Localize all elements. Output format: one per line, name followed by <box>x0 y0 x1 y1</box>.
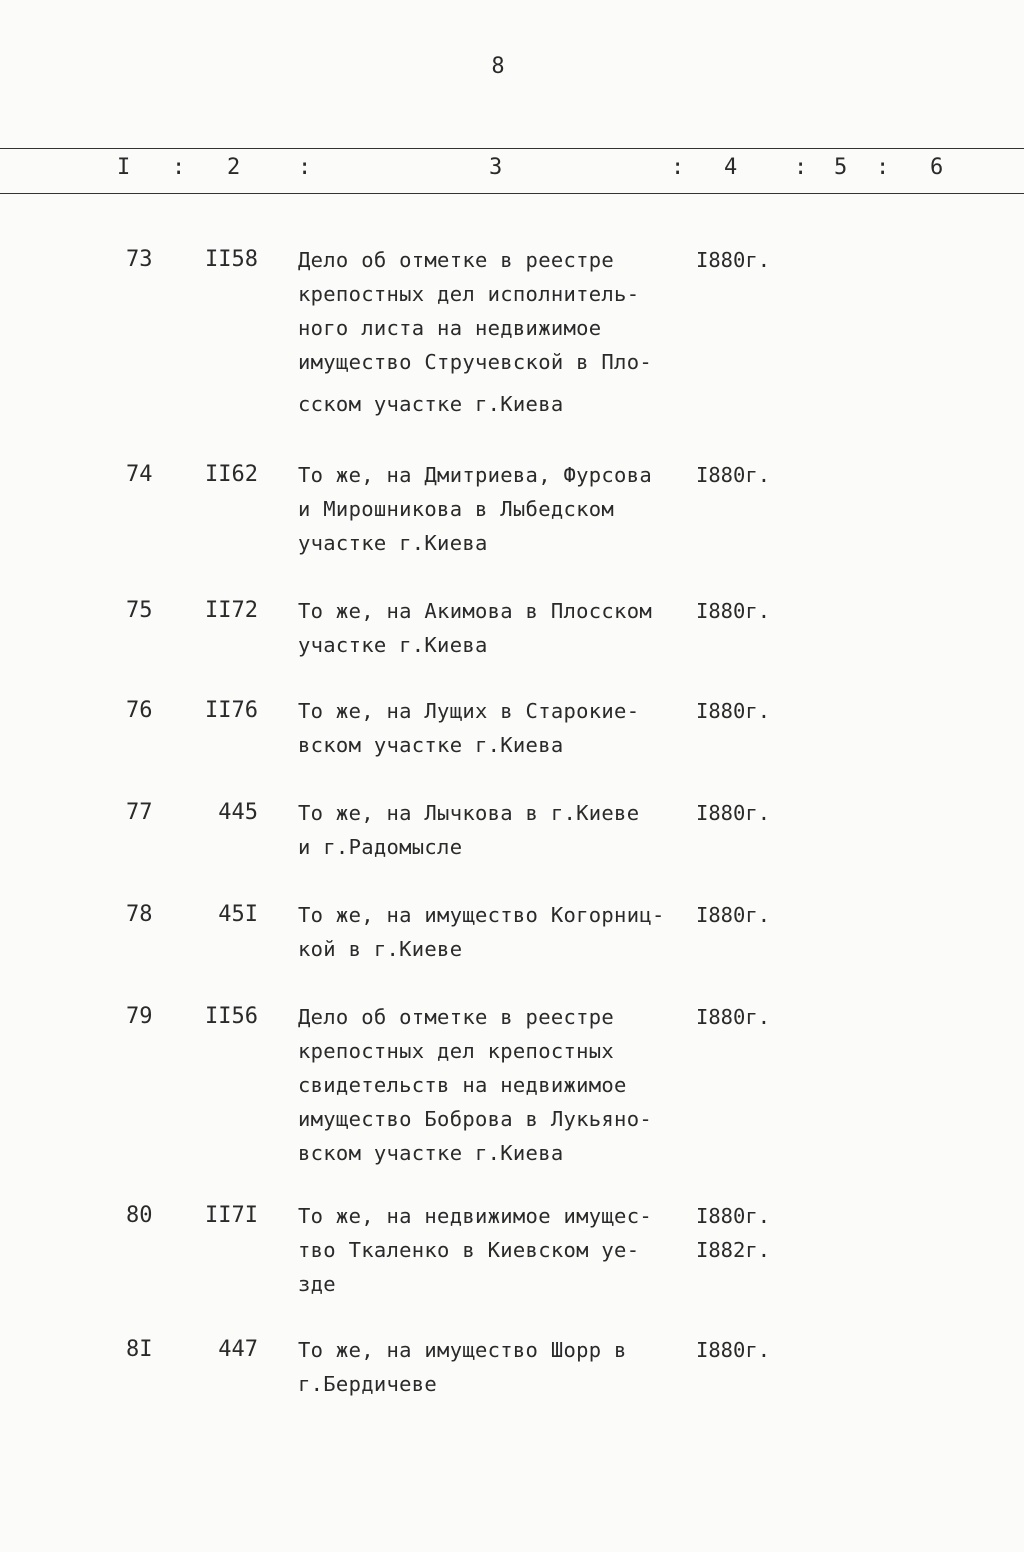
record-code: II62 <box>205 462 258 487</box>
date-line: I880г. <box>696 1204 771 1228</box>
record-number: 8I <box>126 1337 153 1362</box>
header-col-4: 4 <box>724 155 738 180</box>
date-line: I880г. <box>696 1005 771 1029</box>
record-date <box>696 1333 796 1367</box>
date-line: I882г. <box>696 1238 771 1262</box>
header-col-6: 6 <box>930 155 944 180</box>
record-description <box>298 594 698 662</box>
description-line: зде <box>298 1272 336 1296</box>
record-number: 80 <box>126 1203 153 1228</box>
date-line: I880г. <box>696 599 771 623</box>
record-date <box>696 898 796 932</box>
record-date <box>696 796 796 830</box>
description-line: вском участке г.Киева <box>298 733 564 757</box>
record-description <box>298 796 698 864</box>
description-line: участке г.Киева <box>298 633 488 657</box>
record-description <box>298 1199 698 1301</box>
description-line: кой в г.Киеве <box>298 937 463 961</box>
record-description <box>298 898 698 966</box>
description-line: участке г.Киева <box>298 531 488 555</box>
record-code: II56 <box>205 1004 258 1029</box>
description-line: То же, на недвижимое имущес- <box>298 1204 652 1228</box>
date-line: I880г. <box>696 903 771 927</box>
header-separator: : <box>172 155 186 180</box>
header-col-1: I <box>117 155 131 180</box>
date-line: I880г. <box>696 248 771 272</box>
record-date <box>696 458 796 492</box>
page-number: 8 <box>491 54 505 79</box>
description-line: имущество Стручевской в Пло- <box>298 350 652 374</box>
record-code: 45I <box>218 902 258 927</box>
header-separator: : <box>298 155 312 180</box>
header-col-3: 3 <box>489 155 503 180</box>
description-line: То же, на Дмитриева, Фурсова <box>298 463 652 487</box>
description-line: То же, на Лычкова в г.Киеве <box>298 801 640 825</box>
description-line: сском участке г.Киева <box>298 392 564 416</box>
record-date <box>696 694 796 728</box>
record-code: II58 <box>205 247 258 272</box>
record-number: 73 <box>126 247 153 272</box>
description-line: То же, на имущество Когорниц- <box>298 903 665 927</box>
record-number: 79 <box>126 1004 153 1029</box>
record-code: 447 <box>218 1337 258 1362</box>
record-description <box>298 694 698 762</box>
record-description <box>298 1000 698 1170</box>
record-code: 445 <box>218 800 258 825</box>
description-line: Дело об отметке в реестре <box>298 1005 615 1029</box>
record-date <box>696 594 796 628</box>
description-line: вском участке г.Киева <box>298 1141 564 1165</box>
description-line: То же, на Лущих в Старокие- <box>298 699 640 723</box>
description-line: г.Бердичеве <box>298 1372 438 1396</box>
description-line: крепостных дел крепостных <box>298 1039 615 1063</box>
record-number: 77 <box>126 800 153 825</box>
record-code: II76 <box>205 698 258 723</box>
header-col-5: 5 <box>834 155 848 180</box>
description-line: имущество Боброва в Лукьяно- <box>298 1107 652 1131</box>
header-col-2: 2 <box>227 155 241 180</box>
description-line: То же, на имущество Шорр в <box>298 1338 627 1362</box>
record-number: 78 <box>126 902 153 927</box>
description-line: тво Ткаленко в Киевском уе- <box>298 1238 640 1262</box>
description-line: ного листа на недвижимое <box>298 316 602 340</box>
header-separator: : <box>794 155 808 180</box>
record-description <box>298 243 698 421</box>
record-number: 76 <box>126 698 153 723</box>
description-line: То же, на Акимова в Плосском <box>298 599 652 623</box>
description-line: и Мирошникова в Лыбедском <box>298 497 615 521</box>
header-separator: : <box>876 155 890 180</box>
header-separator: : <box>671 155 685 180</box>
record-number: 74 <box>126 462 153 487</box>
record-description <box>298 458 698 560</box>
description-line: и г.Радомысле <box>298 835 463 859</box>
record-code: II7I <box>205 1203 258 1228</box>
date-line: I880г. <box>696 699 771 723</box>
record-number: 75 <box>126 598 153 623</box>
description-line: крепостных дел исполнитель- <box>298 282 640 306</box>
description-line: свидетельств на недвижимое <box>298 1073 627 1097</box>
record-date <box>696 1000 796 1034</box>
date-line: I880г. <box>696 801 771 825</box>
record-code: II72 <box>205 598 258 623</box>
date-line: I880г. <box>696 1338 771 1362</box>
description-line: Дело об отметке в реестре <box>298 248 615 272</box>
record-description <box>298 1333 698 1401</box>
record-date <box>696 1199 796 1267</box>
date-line: I880г. <box>696 463 771 487</box>
record-date <box>696 243 796 277</box>
